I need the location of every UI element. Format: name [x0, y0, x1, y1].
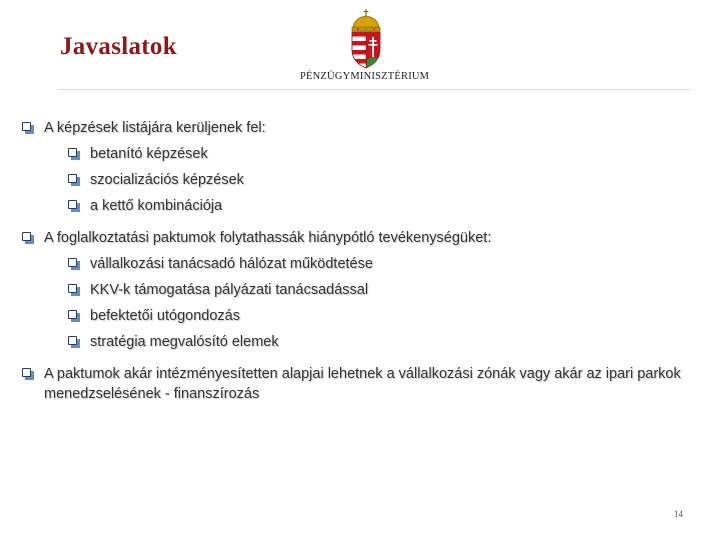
checkbox-bullet-icon — [68, 200, 80, 212]
bullet-list — [22, 118, 702, 404]
list-item-text: A foglalkoztatási paktumok folytathassák hiánypótló tevékenységüket: — [44, 230, 492, 246]
checkbox-bullet-icon — [68, 310, 80, 322]
checkbox-bullet-icon — [22, 368, 34, 380]
sub-list-item — [68, 306, 702, 326]
slide-title: Javaslatok — [60, 33, 177, 60]
checkbox-bullet-icon — [68, 148, 80, 160]
checkbox-bullet-icon — [68, 284, 80, 296]
sub-list-item — [68, 254, 702, 274]
list-item-text: A paktumok akár intézményesítetten alapjai lehetnek a vállalkozási zónák vagy akár az ipari parkok menedzselésének - finanszírozás — [44, 366, 681, 402]
list-item — [22, 118, 702, 138]
sub-list-item-text: betanító képzések — [90, 146, 208, 162]
list-item-text: A képzések listájára kerüljenek fel: — [44, 120, 266, 136]
page-number: 14 — [674, 509, 683, 519]
sub-list-item — [68, 170, 702, 190]
sub-list-item-text: vállalkozási tanácsadó hálózat működtetése — [90, 256, 373, 272]
hungarian-coat-of-arms-icon — [336, 8, 396, 72]
sub-list-item — [68, 196, 702, 216]
sub-list-item-text: a kettő kombinációja — [90, 198, 223, 214]
sub-list-item — [68, 280, 702, 300]
checkbox-bullet-icon — [68, 258, 80, 270]
sub-list-item-text: KKV-k támogatása pályázati tanácsadással — [90, 282, 369, 298]
sub-list-item-text: befektetői utógondozás — [90, 308, 240, 324]
sub-list-item-text: szocializációs képzések — [90, 172, 244, 188]
ministry-name: PÉNZÜGYMINISZTÉRIUM — [300, 71, 430, 82]
sub-list-item — [68, 144, 702, 164]
checkbox-bullet-icon — [68, 336, 80, 348]
checkbox-bullet-icon — [22, 232, 34, 244]
checkbox-bullet-icon — [68, 174, 80, 186]
list-item — [22, 364, 702, 404]
sub-list-item — [68, 332, 702, 352]
header-divider — [58, 89, 690, 90]
sub-list-item-text: stratégia megvalósító elemek — [90, 334, 279, 350]
list-item — [22, 228, 702, 248]
checkbox-bullet-icon — [22, 122, 34, 134]
